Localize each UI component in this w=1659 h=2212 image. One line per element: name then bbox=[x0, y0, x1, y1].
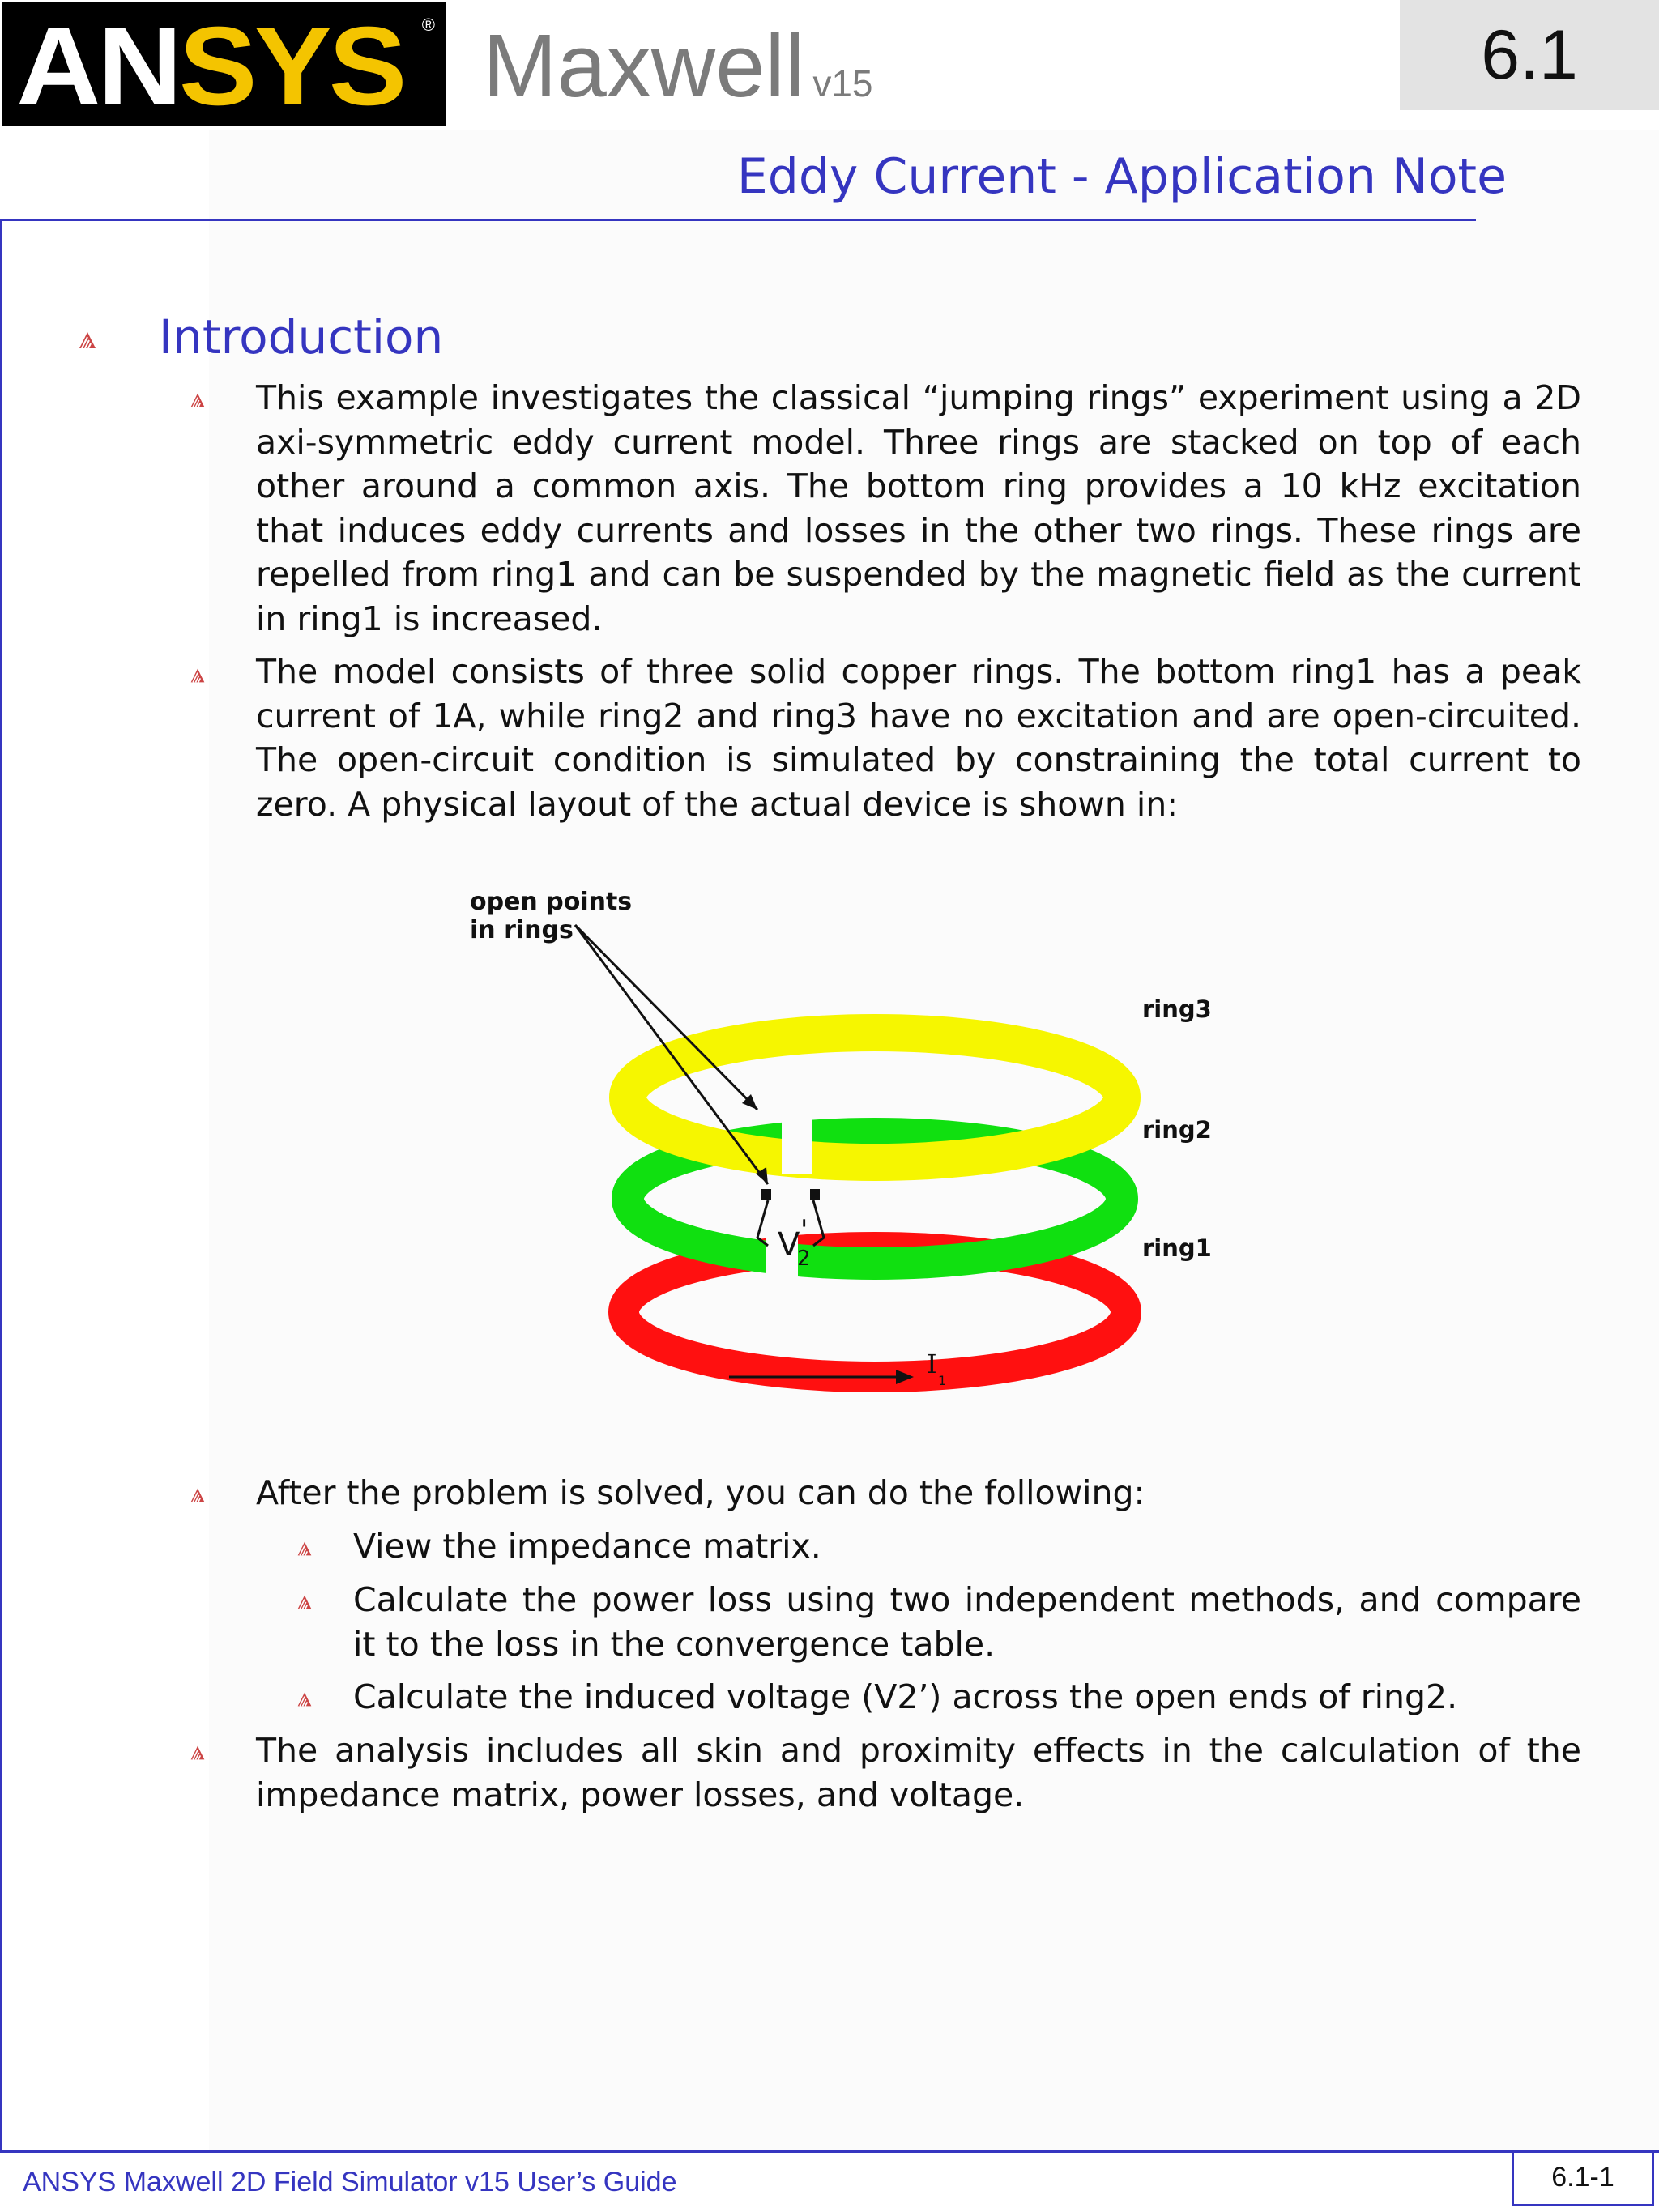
current-label: I bbox=[927, 1349, 937, 1379]
registered-mark: ® bbox=[421, 15, 435, 35]
voltage-prime: ' bbox=[800, 1214, 808, 1247]
section-heading: Introduction bbox=[159, 309, 444, 364]
chapter-box bbox=[1400, 0, 1659, 110]
sub-item-power-loss: Calculate the power loss using two independent methods, and compare it to the loss in the convergence table. bbox=[353, 1580, 1581, 1664]
chapter-number: 6.1 bbox=[1481, 16, 1578, 94]
current-subscript: 1 bbox=[938, 1373, 947, 1388]
footer-rule bbox=[0, 2150, 1659, 2153]
jumping-rings-figure bbox=[454, 875, 1231, 1409]
open-point-marker bbox=[761, 1189, 771, 1200]
paragraph-model: The model consists of three solid copper rings. The bottom ring1 has a peak current of 1A, while ring2 and ring3 have no excitation and are open-circuited. The open-circuit condition is simulated by constraining the total current to zero. A physical layout of the actual device is shown in: bbox=[256, 652, 1581, 824]
level2-bullet-icon bbox=[190, 1745, 206, 1761]
ring3-label: ring3 bbox=[1142, 995, 1212, 1023]
level2-bullet-icon bbox=[190, 1487, 206, 1503]
level2-bullet-icon bbox=[190, 667, 206, 684]
level3-bullet-icon bbox=[296, 1594, 313, 1610]
voltage-subscript: 2 bbox=[797, 1247, 811, 1271]
page-number-box bbox=[1512, 2151, 1654, 2206]
header-rule bbox=[0, 219, 1476, 221]
paragraph-after-solve: After the problem is solved, you can do the following: bbox=[256, 1473, 1145, 1512]
voltage-label: V bbox=[778, 1226, 800, 1264]
left-rule bbox=[0, 219, 2, 2153]
ring2-label: ring2 bbox=[1142, 1116, 1212, 1144]
product-version: v15 bbox=[812, 62, 873, 104]
paragraph-analysis: The analysis includes all skin and proximity effects in the calculation of the impedance matrix, power losses, and voltage. bbox=[256, 1731, 1581, 1814]
sub-item-voltage: Calculate the induced voltage (V2’) across the open ends of ring2. bbox=[353, 1677, 1458, 1716]
document-title: Eddy Current - Application Note bbox=[736, 148, 1507, 205]
paragraph-intro: This example investigates the classical “jumping rings” experiment using a 2D axi-symmetric eddy current model. Three rings are stacked on top of each other around a common axis. The bottom ring provides a 10 kHz excitation that induces eddy currents and losses in the other two rings. These rings are repelled from ring1 and can be suspended by the magnetic field as the current in ring1 is increased. bbox=[256, 378, 1581, 638]
ansys-logo: ANSYS ® bbox=[2, 2, 446, 126]
level1-bullet-icon bbox=[78, 330, 97, 350]
footer-guide-title: ANSYS Maxwell 2D Field Simulator v15 User’s Guide bbox=[23, 2167, 677, 2197]
level3-bullet-icon bbox=[296, 1691, 313, 1707]
annotation-line1: open points bbox=[470, 888, 633, 916]
page-number: 6.1-1 bbox=[1551, 2162, 1614, 2193]
ring1-label: ring1 bbox=[1142, 1234, 1212, 1262]
open-point-marker bbox=[810, 1189, 820, 1200]
level3-bullet-icon bbox=[296, 1541, 313, 1557]
annotation-line2: in rings bbox=[470, 916, 574, 944]
product-name: Maxwell v15 bbox=[483, 16, 873, 116]
sub-item-impedance: View the impedance matrix. bbox=[353, 1527, 821, 1566]
level2-bullet-icon bbox=[190, 392, 206, 408]
